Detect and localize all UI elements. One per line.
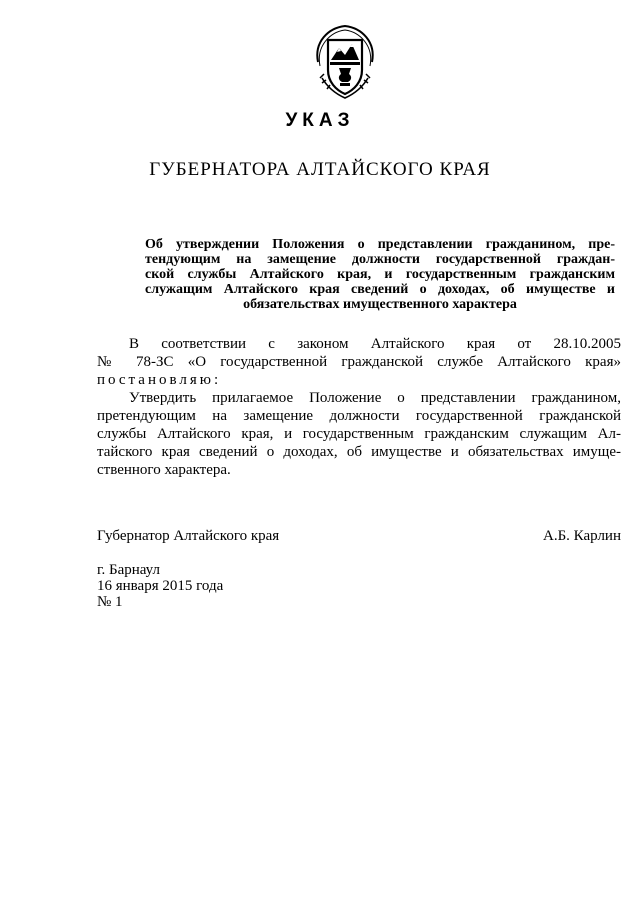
- body-line: претендующим на замещение должности государственной гражданской: [97, 408, 621, 424]
- issuer-heading: ГУБЕРНАТОРА АЛТАЙСКОГО КРАЯ: [149, 159, 491, 180]
- signatory-name: А.Б. Карлин: [542, 528, 621, 544]
- body-line-decree: постановляю:: [97, 372, 222, 388]
- title-line: обязательствах имущественного характера: [243, 297, 517, 312]
- title-line: Об утверждении Положения о представлении гражданином, пре-: [145, 237, 615, 252]
- body-line: службы Алтайского края, и государственным гражданским служащим Ал-: [97, 426, 621, 442]
- document-type-heading: УКАЗ: [285, 110, 355, 131]
- coat-of-arms-icon: [310, 22, 380, 102]
- document-footer: [97, 562, 223, 610]
- body-line: Утвердить прилагаемое Положение о представлении гражданином,: [129, 390, 621, 406]
- body-line: тайского края сведений о доходах, об имуществе и обязательствах имуще-: [97, 444, 621, 460]
- document-number: № 1: [97, 594, 123, 610]
- title-line: тендующим на замещение должности государственной граждан-: [145, 252, 615, 267]
- body-line: № 78-ЗС «О государственной гражданской службе Алтайского края»: [97, 354, 621, 370]
- date-of-signing: 16 января 2015 года: [97, 578, 224, 594]
- decree-title: [145, 237, 615, 312]
- title-line: ской службы Алтайского края, и государственным гражданским: [145, 267, 615, 282]
- signatory-position: Губернатор Алтайского края: [97, 528, 280, 544]
- body-line: ственного характера.: [97, 462, 231, 478]
- decree-body: [97, 335, 621, 479]
- place-of-signing: г. Барнаул: [97, 562, 160, 578]
- body-line: В соответствии с законом Алтайского края от 28.10.2005: [129, 336, 621, 352]
- title-line: служащим Алтайского края сведений о доходах, об имуществе и: [145, 282, 615, 297]
